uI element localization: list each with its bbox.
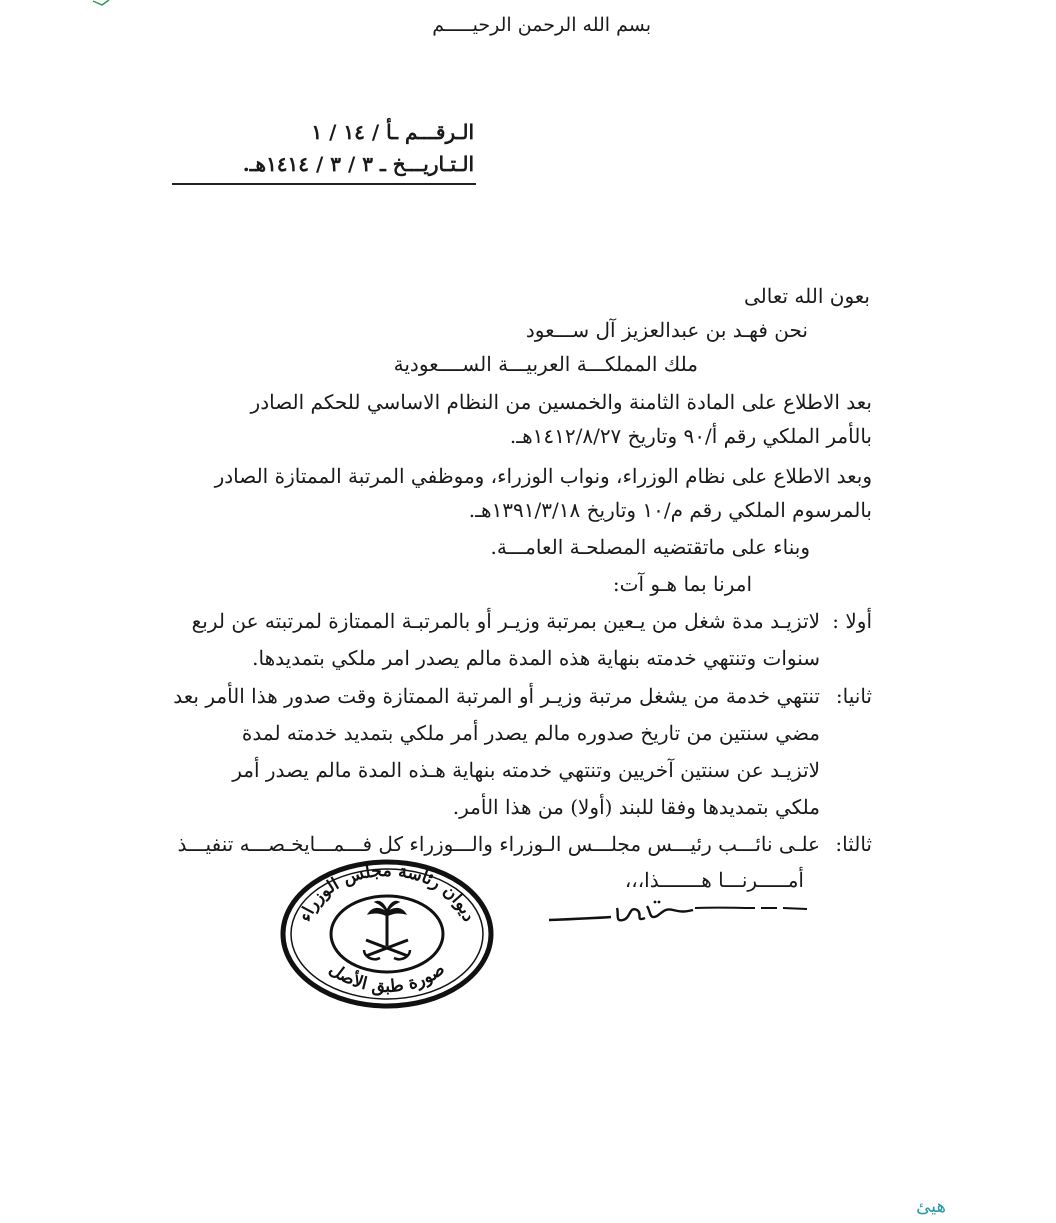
preamble-line-2: بالأمر الملكي رقم أ/٩٠ وتاريخ ١٤١٢/٨/٢٧هـ. <box>509 424 872 448</box>
palm-swords-emblem-icon <box>364 901 410 959</box>
article-2-line-3: لاتزيـد عن سنتين آخريين وتنتهي خدمته بنهاية هـذه المدة مالم يصدر أمر <box>232 758 820 782</box>
svg-text:صورة طبق الأصل: صورة طبق الأصل <box>325 959 449 997</box>
basmala: بسم الله الرحمن الرحيـــــم <box>432 14 651 36</box>
article-1-line-1: لاتزيـد مدة شغل من يـعين بمرتبة وزيـر أو بالمرتبـة الممتازة لمرتبته عن لربع <box>191 609 820 633</box>
header-rule <box>172 183 476 185</box>
reference-date: الـتـاريـــخ ـ ٣ / ٣ / ١٤١٤هـ. <box>242 152 474 176</box>
corner-scan-mark <box>92 0 110 6</box>
footer-mark: هيئ <box>916 1196 946 1217</box>
article-2-label: ثانيا: <box>835 684 872 708</box>
handwritten-signature <box>545 896 813 930</box>
invocation: بعون الله تعالى <box>743 284 870 308</box>
decree-intro: امرنا بما هـو آت: <box>612 572 752 596</box>
issuer-title: ملك المملكـــة العربيـــة الســــعودية <box>393 352 698 376</box>
preamble-line-3: وبعد الاطلاع على نظام الوزراء، ونواب الوزراء، وموظفي المرتبة الممتازة الصادر <box>214 464 872 488</box>
closing-line: أمـــــرنـــا هـــــــذا،،، <box>624 868 804 892</box>
article-3-line-1: علـى نائـــب رئيـــس مجلـــس الـوزراء والـــوزراء كل فـــمـــايخـصـــه تنفيـــذ <box>177 832 820 856</box>
issuer-line: نحن فهـد بن عبدالعزيز آل ســـعود <box>525 318 808 342</box>
official-stamp <box>280 858 494 1010</box>
preamble-line-1: بعد الاطلاع على المادة الثامنة والخمسين من النظام الاساسي للحكم الصادر <box>250 390 872 414</box>
article-2-line-1: تنتهي خدمة من يشغل مرتبة وزيـر أو المرتبة الممتازة وقت صدور هذا الأمر بعد <box>173 684 820 708</box>
preamble-line-4: بالمرسوم الملكي رقم م/١٠ وتاريخ ١٣٩١/٣/١٨هـ. <box>468 498 872 522</box>
article-1-line-2: سنوات وتنتهي خدمته بنهاية هذه المدة مالم يصدر امر ملكي بتمديدها. <box>252 646 820 670</box>
reference-number: الـرقـــم ـأ / ١٤ / ١ <box>311 120 474 144</box>
svg-text:ديوان رئاسة مجلس الوزراء: ديوان رئاسة مجلس الوزراء <box>295 860 479 925</box>
article-1-label: أولا : <box>832 609 872 633</box>
preamble-line-5: وبناء على ماتقتضيه المصلحـة العامـــة. <box>490 535 810 559</box>
article-3-label: ثالثا: <box>835 832 872 856</box>
article-2-line-4: ملكي بتمديدها وفقا للبند (أولا) من هذا الأمر. <box>452 795 820 819</box>
article-2-line-2: مضي سنتين من تاريخ صدوره مالم يصدر أمر ملكي بتمديد خدمته لمدة <box>241 721 820 745</box>
